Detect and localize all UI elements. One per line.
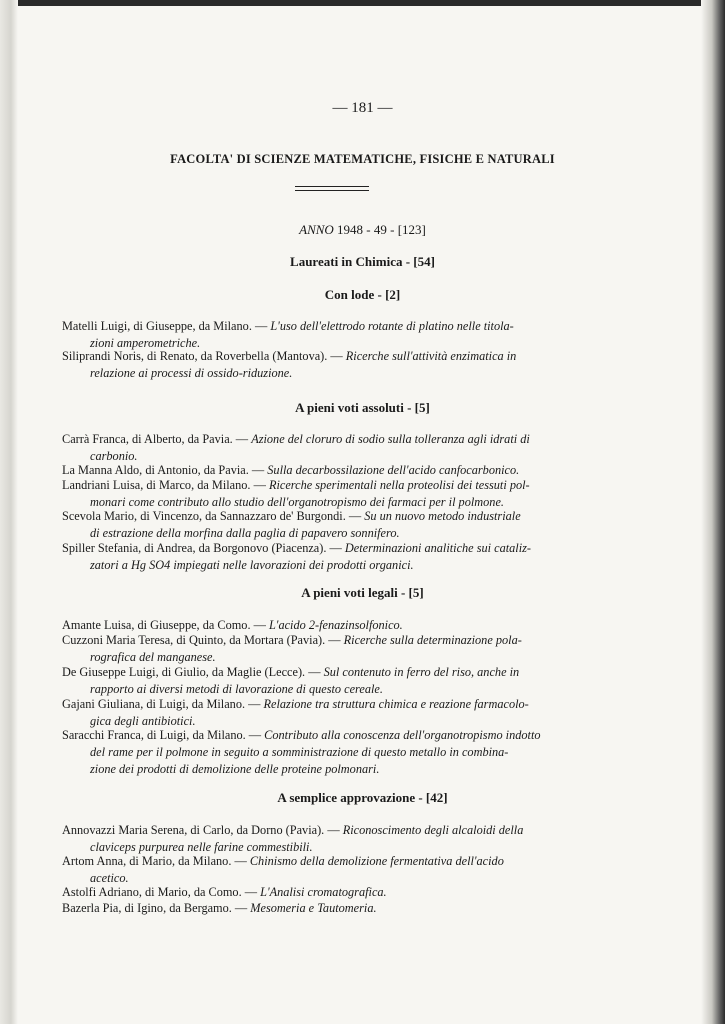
graduate-entry — [62, 727, 596, 778]
section-heading: A pieni voti legali - [5] — [301, 585, 424, 600]
entry-thesis-title: L'Analisi cromatografica. — [260, 885, 387, 899]
scan-top-edge — [0, 0, 725, 6]
graduate-entry — [62, 853, 596, 887]
graduate-entry — [62, 508, 596, 542]
entry-thesis-title: Sul contenuto in ferro del riso, anche in — [323, 665, 520, 679]
graduate-entry — [62, 477, 596, 511]
entry-thesis-title: Chinismo della demolizione fermentativa dell'acido — [249, 854, 504, 868]
entry-thesis-title: zione dei prodotti di demolizione delle proteine polmonari. — [90, 762, 380, 776]
graduate-entry — [62, 696, 596, 730]
entry-thesis-title: Riconoscimento degli alcaloidi della — [342, 823, 524, 837]
entry-thesis-title: rapporto ai diversi metodi di lavorazione di questo cereale. — [90, 682, 383, 696]
graduate-entry — [62, 431, 596, 465]
entry-thesis-title: gica degli antibiotici. — [90, 714, 196, 728]
graduate-entry — [62, 348, 596, 382]
entry-thesis-title: Azione del cloruro di sodio sulla tolleranza agli idrati di — [251, 432, 530, 446]
entry-thesis-title: zatori a Hg SO4 impiegati nelle lavorazioni dei prodotti organici. — [90, 558, 414, 572]
entry-author: Matelli Luigi, di Giuseppe, da Milano. — — [62, 319, 271, 333]
entry-author: De Giuseppe Luigi, di Giulio, da Maglie (Lecce). — — [62, 665, 324, 679]
entry-thesis-title: Ricerche sull'attività enzimatica in — [345, 349, 517, 363]
entry-thesis-title: monari come contributo allo studio dell'organotropismo dei farmaci per il polmone. — [90, 495, 504, 509]
entry-author: Gajani Giuliana, di Luigi, da Milano. — — [62, 697, 264, 711]
year-range: 1948 - 49 - [123] — [337, 222, 426, 237]
entry-thesis-title: Ricerche sulla determinazione pola- — [343, 633, 522, 647]
entry-thesis-title: Contributo alla conoscenza dell'organotropismo indotto — [264, 728, 541, 742]
entry-author: Annovazzi Maria Serena, di Carlo, da Dorno (Pavia). — — [62, 823, 343, 837]
section-heading: A pieni voti assoluti - [5] — [295, 400, 430, 415]
entry-thesis-title: Sulla decarbossilazione dell'acido canfocarbonico. — [267, 463, 520, 477]
degree-heading: Laureati in Chimica - [54] — [290, 254, 435, 269]
year-line — [0, 222, 725, 238]
graduate-entry — [62, 884, 596, 901]
entry-thesis-title: claviceps purpurea nelle farine commestibili. — [90, 840, 313, 854]
entry-author: Spiller Stefania, di Andrea, da Borgonovo (Piacenza). — — [62, 541, 345, 555]
entry-thesis-title: rografica del manganese. — [90, 650, 216, 664]
entry-thesis-title: zioni amperometriche. — [90, 336, 201, 350]
divider-rule — [295, 190, 369, 191]
entry-author: Astolfi Adriano, di Mario, da Como. — — [62, 885, 261, 899]
faculty-heading: FACOLTA' DI SCIENZE MATEMATICHE, FISICHE E NATURALI — [170, 152, 555, 166]
entry-author: Scevola Mario, di Vincenzo, da Sannazzaro de' Burgondi. — — [62, 509, 365, 523]
graduate-entry — [62, 900, 596, 917]
entry-thesis-title: di estrazione della morfina dalla paglia di papavero sonnifero. — [90, 526, 400, 540]
entry-author: Landriani Luisa, di Marco, da Milano. — — [62, 478, 269, 492]
entry-thesis-title: L'acido 2-fenazinsolfonico. — [268, 618, 403, 632]
entry-thesis-title: Determinazioni analitiche sui cataliz- — [344, 541, 532, 555]
entry-author: Artom Anna, di Mario, da Milano. — — [62, 854, 250, 868]
entry-thesis-title: Relazione tra struttura chimica e reazione farmacolo- — [263, 697, 529, 711]
entry-thesis-title: L'uso dell'elettrodo rotante di platino nelle titola- — [270, 319, 514, 333]
entry-author: Saracchi Franca, di Luigi, da Milano. — — [62, 728, 265, 742]
entry-author: Siliprandi Noris, di Renato, da Roverbella (Mantova). — — [62, 349, 346, 363]
divider-rule — [295, 186, 369, 187]
entry-thesis-title: Mesomeria e Tautomeria. — [250, 901, 377, 915]
graduate-entry — [62, 822, 596, 856]
entry-thesis-title: Su un nuovo metodo industriale — [364, 509, 521, 523]
entry-thesis-title: acetico. — [90, 871, 129, 885]
entry-thesis-title: Ricerche sperimentali nella proteolisi dei tessuti pol- — [268, 478, 530, 492]
entry-author: Amante Luisa, di Giuseppe, da Como. — — [62, 618, 269, 632]
entry-thesis-title: del rame per il polmone in seguito a somministrazione di questo metallo in combina- — [90, 745, 509, 759]
page-number: — 181 — — [332, 100, 393, 116]
graduate-entry — [62, 318, 596, 352]
section-heading: Con lode - [2] — [324, 287, 401, 302]
entry-thesis-title: relazione ai processi di ossido-riduzione. — [90, 366, 293, 380]
entry-author: Carrà Franca, di Alberto, da Pavia. — — [62, 432, 252, 446]
graduate-entry — [62, 664, 596, 698]
graduate-entry — [62, 540, 596, 574]
entry-thesis-title: carbonio. — [90, 449, 138, 463]
graduate-entry — [62, 632, 596, 666]
entry-author: La Manna Aldo, di Antonio, da Pavia. — — [62, 463, 268, 477]
entry-author: Cuzzoni Maria Teresa, di Quinto, da Mortara (Pavia). — — [62, 633, 344, 647]
year-label: ANNO — [299, 222, 334, 237]
section-heading: A semplice approvazione - [42] — [277, 790, 448, 805]
entry-author: Bazerla Pia, di Igino, da Bergamo. — — [62, 901, 251, 915]
